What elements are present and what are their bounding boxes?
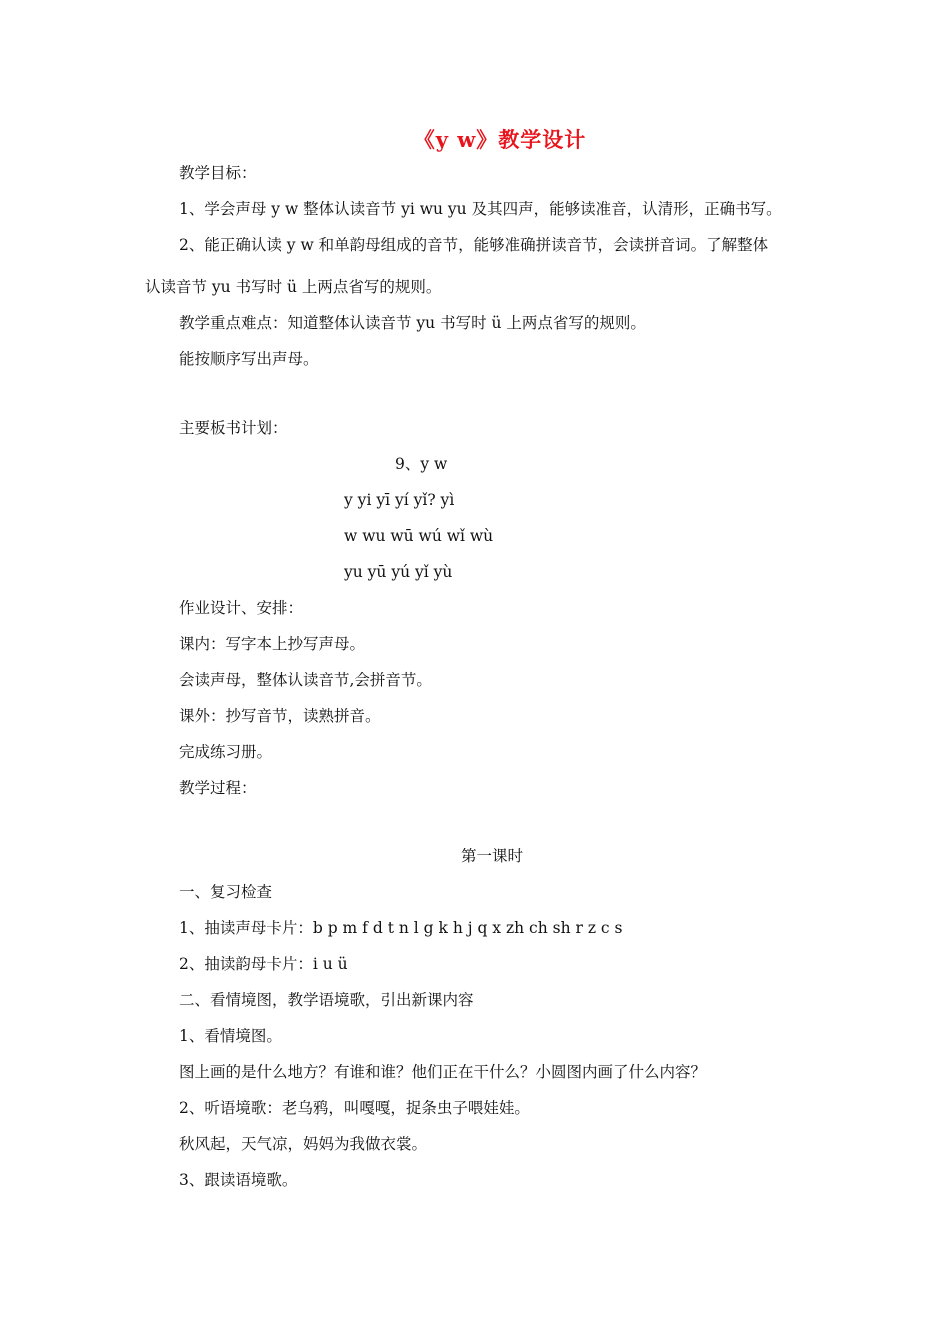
board-row-1: y yi yī yí yǐ? yì xyxy=(344,491,455,509)
board-heading: 主要板书计划： xyxy=(179,419,288,437)
board-row-3: yu yū yú yǐ yù xyxy=(344,563,453,581)
objective-2b: 认读音节 yu 书写时 ü 上两点省写的规则。 xyxy=(145,278,442,296)
section-2-item-1: 1、看情境图。 xyxy=(179,1027,282,1045)
section-1-item-1: 1、抽读声母卡片：b p m f d t n l g k h j q x zh ch sh r z c s xyxy=(179,919,623,937)
lesson-title: 第一课时 xyxy=(460,847,523,865)
section-1-heading: 一、复习检查 xyxy=(179,883,273,901)
board-title: 9、y w xyxy=(395,455,448,473)
process-heading: 教学过程： xyxy=(179,779,257,797)
key-points: 教学重点难点：知道整体认读音节 yu 书写时 ü 上两点省写的规则。 xyxy=(179,314,646,332)
objective-2a: 2、能正确认读 y w 和单韵母组成的音节，能够准确拼读音节，会读拼音词。了解整体 xyxy=(179,236,769,254)
board-row-2: w wu wū wú wǐ wù xyxy=(344,527,494,545)
section-2-item-2: 2、听语境歌：老乌鸦，叫嘎嘎，捉条虫子喂娃娃。 xyxy=(179,1099,530,1117)
homework-out: 课外：抄写音节，读熟拼音。 xyxy=(179,707,381,725)
homework-in-2: 会读声母，整体认读音节,会拼音节。 xyxy=(179,671,432,689)
section-1-item-2: 2、抽读韵母卡片：i u ü xyxy=(179,955,348,973)
section-2-item-2-text: 秋风起，天气凉，妈妈为我做衣裳。 xyxy=(179,1135,428,1153)
document-title: 《y w》教学设计 xyxy=(413,127,587,152)
objective-1: 1、学会声母 y w 整体认读音节 yi wu yu 及其四声，能够读准音，认清形，正确书写。 xyxy=(179,200,782,218)
section-2-heading: 二、看情境图，教学语境歌，引出新课内容 xyxy=(179,991,474,1009)
section-2-item-1-text: 图上画的是什么地方？有谁和谁？他们正在干什么？小圆图内画了什么内容？ xyxy=(179,1063,707,1081)
key-points-2: 能按顺序写出声母。 xyxy=(179,350,319,368)
homework-heading: 作业设计、安排： xyxy=(179,599,304,617)
section-2-item-3: 3、跟读语境歌。 xyxy=(179,1171,298,1189)
homework-in: 课内：写字本上抄写声母。 xyxy=(179,635,366,653)
homework-out-2: 完成练习册。 xyxy=(179,743,273,761)
objectives-heading: 教学目标： xyxy=(179,164,257,182)
